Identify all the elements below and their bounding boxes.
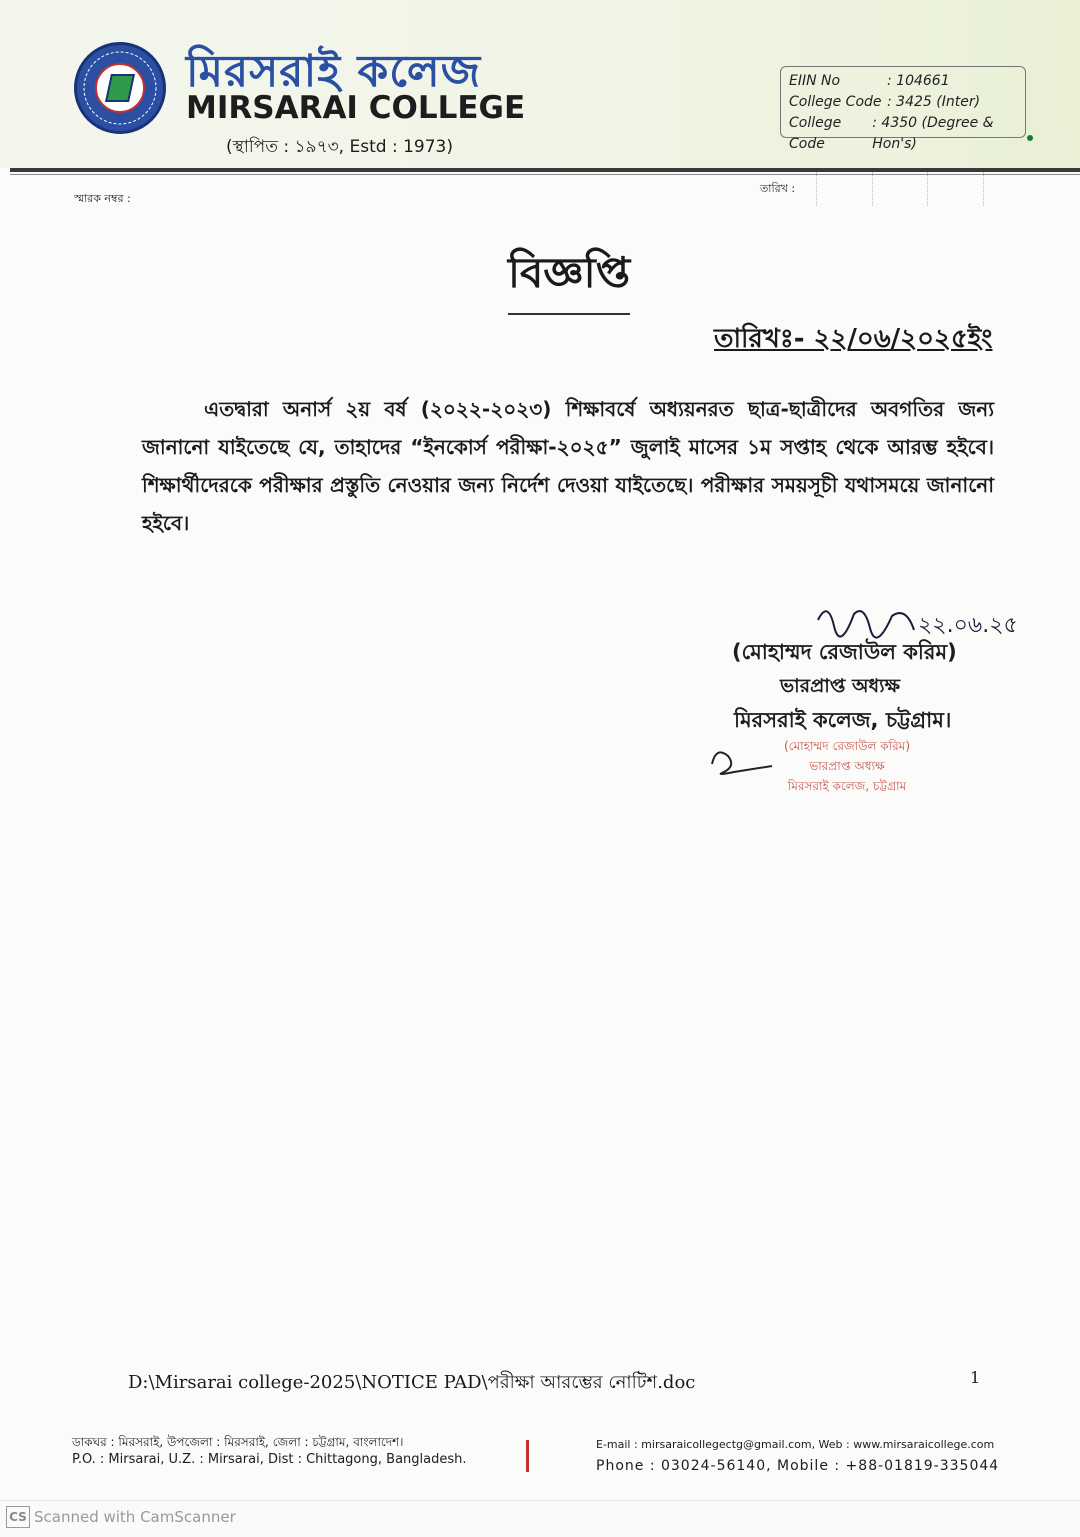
code-label: College Code: [789, 94, 882, 110]
notice-title: বিজ্ঞপ্তি: [508, 240, 630, 315]
notice-body: [142, 390, 994, 542]
date-box: [983, 172, 1039, 206]
date-box: [927, 172, 983, 206]
contact-phone: Phone : 03024-56140, Mobile : +88-01819-335044: [596, 1458, 1000, 1474]
college-name-english: MIRSARAI COLLEGE: [186, 90, 526, 126]
address-bengali: ডাকঘর : মিরসরাই, উপজেলা : মিরসরাই, জেলা : চট্টগ্রাম, বাংলাদেশ।: [72, 1435, 404, 1449]
college-name-bengali: মিরসরাই কলেজ: [186, 46, 482, 97]
signatory-designation: ভারপ্রাপ্ত অধ্যক্ষ: [780, 675, 901, 697]
code-row: [789, 92, 1017, 113]
green-dot-icon: [1027, 135, 1033, 141]
signatory-college: মিরসরাই কলেজ, চট্টগ্রাম।: [734, 708, 952, 732]
stamp-line: (মোহাম্মদ রেজাউল করিম): [783, 739, 911, 753]
code-row: [789, 113, 1017, 155]
document-file-path: D:\Mirsarai college-2025\NOTICE PAD\পরীক্ষা আরম্ভের নোটিশ.doc: [128, 1372, 696, 1393]
established-year: (স্থাপিত : ১৯৭৩, Estd : 1973): [226, 137, 453, 157]
notice-body-text: এতদ্বারা অনার্স ২য় বর্ষ (২০২২-২০২৩) শিক্ষাবর্ষে অধ্যয়নরত ছাত্র-ছাত্রীদের অবগতির জন্য জানানো যাইতেছে যে, তাহাদের “ইনকোর্স পরীক্ষা-২০২৫” জুলাই মাসের ১ম সপ্তাহ থেকে আরম্ভ হইবে। শিক্ষার্থীদেরকে পরীক্ষার প্রস্তুতি নেওয়ার জন্য নির্দেশ দেওয়া যাইতেছে। পরীক্ষার সময়সূচী যথাসময়ে জানানো হইবে।: [142, 397, 994, 535]
college-codes-box: [780, 66, 1026, 152]
code-label: EIIN No: [789, 73, 841, 89]
date-box: [816, 172, 872, 206]
college-seal-logo: [74, 42, 166, 134]
official-stamp: [752, 736, 942, 796]
contact-email-web: E-mail : mirsaraicollegectg@gmail.com, Web : www.mirsaraicollege.com: [596, 1438, 995, 1451]
header-date-label: তারিখ :: [760, 182, 796, 195]
code-label: College Code: [789, 115, 842, 152]
date-box: [872, 172, 928, 206]
address-english: P.O. : Mirsarai, U.Z. : Mirsarai, Dist : Chittagong, Bangladesh.: [72, 1452, 467, 1467]
code-value: : 3425 (Inter): [887, 94, 981, 110]
code-value: : 4350 (Degree & Hon's): [872, 115, 994, 152]
memo-number-label: স্মারক নম্বর :: [74, 192, 131, 205]
book-icon: [105, 74, 135, 102]
camscanner-logo-icon: CS: [6, 1506, 30, 1528]
date-boxes: [816, 172, 1038, 206]
stamp-line: মিরসরাই কলেজ, চট্টগ্রাম: [787, 779, 907, 793]
code-row: [789, 71, 1017, 92]
stamp-line: ভারপ্রাপ্ত অধ্যক্ষ: [809, 759, 885, 773]
seal-center: [95, 63, 145, 113]
code-value: : 104661: [887, 73, 950, 89]
notice-date: তারিখঃ- ২২/০৬/২০২৫ইং: [714, 324, 993, 354]
footer-separator: [526, 1440, 529, 1472]
camscanner-watermark-text: Scanned with CamScanner: [34, 1508, 236, 1526]
page-number: 1: [970, 1368, 981, 1387]
signature-date: ২২.০৬.২৫: [918, 613, 1018, 638]
signatory-name: (মোহাম্মদ রেজাউল করিম): [732, 640, 957, 664]
